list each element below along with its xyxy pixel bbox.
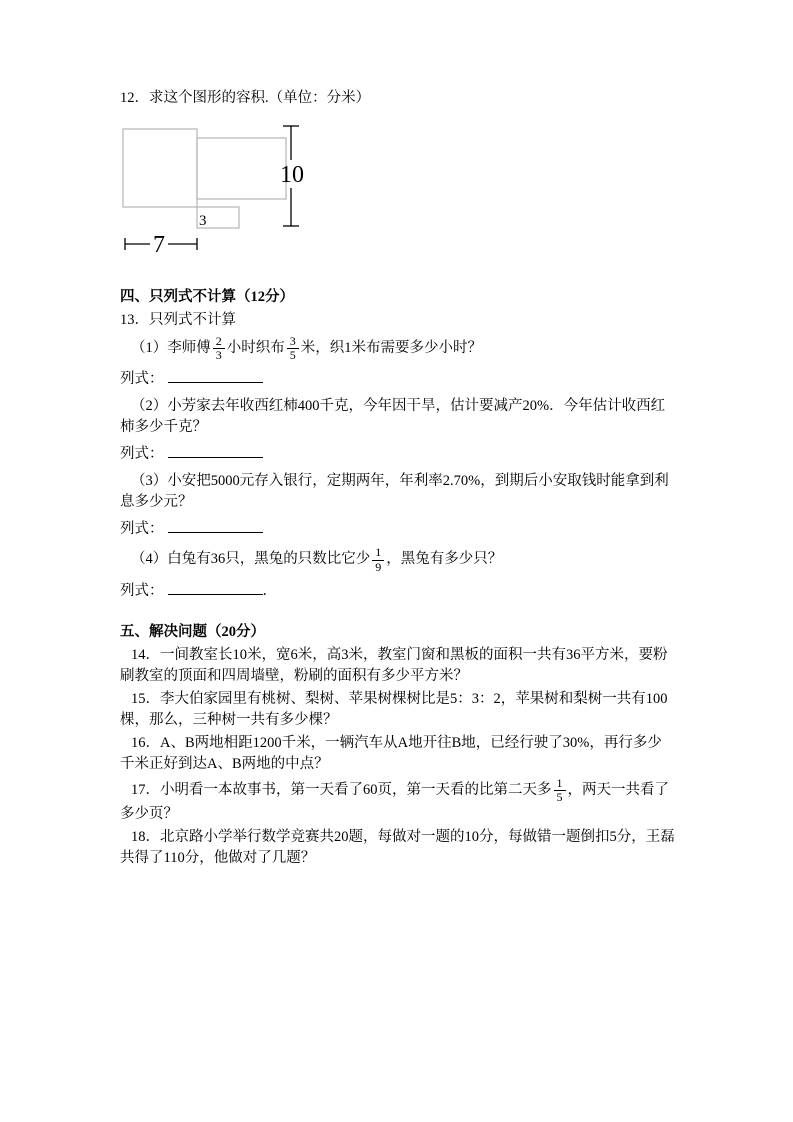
answer-blank bbox=[168, 369, 263, 383]
fraction-denominator: 5 bbox=[556, 789, 563, 804]
question-16 bbox=[120, 733, 675, 775]
lieshi-label: 列式： bbox=[120, 582, 164, 599]
fraction-numerator: 2 bbox=[213, 335, 225, 349]
fraction-numerator: 1 bbox=[554, 777, 566, 791]
question-13-item-4 bbox=[120, 546, 675, 573]
question-13-item-2 bbox=[120, 396, 675, 438]
question-14 bbox=[120, 645, 675, 687]
box-net-drawing bbox=[120, 117, 332, 265]
item-3-text: （3）小安把5000元存入银行，定期两年，年利率2.70%，到期后小安取钱时能拿到利息多少元？ bbox=[120, 473, 669, 511]
lieshi-line-2 bbox=[120, 444, 675, 465]
question-12-text: 12．求这个图形的容积.（单位：分米） bbox=[120, 90, 371, 106]
lieshi-line-4 bbox=[120, 581, 675, 602]
fraction-2-3 bbox=[213, 335, 225, 362]
answer-blank bbox=[168, 519, 263, 533]
question-18-text: 18．北京路小学举行数学竞赛共20题，每做对一题的10分，每做错一题倒扣5分，王磊共得了110分，他做对了几题？ bbox=[120, 829, 675, 867]
dimension-lines bbox=[125, 126, 299, 250]
fraction-denominator: 3 bbox=[215, 348, 222, 363]
question-16-text: 16．A、B两地相距1200千米，一辆汽车从A地开往B地，已经行驶了30%，再行多少千米正好到达A、B两地的中点？ bbox=[120, 734, 662, 772]
item-1-text-a: （1）李师傅 bbox=[131, 340, 211, 357]
fraction-numerator: 3 bbox=[287, 335, 299, 349]
dim-height-label: 10 bbox=[280, 162, 304, 188]
question-13-item-3 bbox=[120, 471, 675, 513]
lieshi-label: 列式： bbox=[120, 371, 164, 388]
dim-depth-label: 3 bbox=[199, 213, 207, 229]
question-15 bbox=[120, 689, 675, 731]
lieshi-label: 列式： bbox=[120, 521, 164, 538]
fraction-1-5 bbox=[554, 777, 566, 804]
item-2-text: （2）小芳家去年收西红柿400千克，今年因干旱，估计要减产20%．今年估计收西红柿多少千克？ bbox=[120, 398, 666, 436]
question-17-text-b: ，两天一共看了多少页？ bbox=[120, 781, 669, 823]
question-17 bbox=[120, 777, 675, 825]
lieshi-label: 列式： bbox=[120, 446, 164, 463]
question-17-text-a: 17．小明看一本故事书，第一天看了60页，第一天看的比第二天多 bbox=[131, 781, 552, 798]
answer-blank bbox=[168, 444, 263, 458]
question-15-text: 15．李大伯家园里有桃树、梨树、苹果树棵树比是5：3：2，苹果树和梨树一共有100棵，那么，三种树一共有多少棵？ bbox=[120, 690, 668, 728]
item-1-text-b: 小时织布 bbox=[226, 340, 285, 357]
section-4-title bbox=[120, 287, 675, 308]
fraction-denominator: 9 bbox=[375, 559, 382, 574]
question-14-text: 14．一间教室长10米，宽6米，高3米，教室门窗和黑板的面积一共有36平方米，要粉刷教室的顶面和四周墙壁，粉刷的面积有多少平方米？ bbox=[120, 646, 668, 684]
item-4-text-a: （4）白兔有36只，黑兔的只数比它少 bbox=[131, 551, 371, 568]
section-5-title-text: 五、解决问题（20分） bbox=[120, 623, 265, 640]
fraction-numerator: 1 bbox=[372, 546, 384, 560]
section-5-title bbox=[120, 622, 675, 643]
question-13-heading bbox=[120, 310, 675, 331]
geometry-figure bbox=[120, 117, 675, 265]
question-13-heading-text: 13．只列式不计算 bbox=[120, 312, 236, 328]
section-4-title-text: 四、只列式不计算（12分） bbox=[120, 289, 294, 305]
dim-width-label: 7 bbox=[153, 232, 165, 258]
lieshi-tail: ． bbox=[262, 582, 277, 599]
item-4-text-b: ，黑兔有多少只？ bbox=[386, 551, 503, 568]
question-18 bbox=[120, 827, 675, 869]
lieshi-line-3 bbox=[120, 519, 675, 540]
fraction-3-5 bbox=[287, 335, 299, 362]
answer-blank bbox=[168, 581, 263, 595]
question-13-item-1 bbox=[120, 335, 675, 362]
lieshi-line-1 bbox=[120, 369, 675, 390]
fraction-1-9 bbox=[372, 546, 384, 573]
item-1-text-c: 米，织1米布需要多少小时？ bbox=[300, 340, 482, 357]
fraction-denominator: 5 bbox=[289, 348, 296, 363]
question-12 bbox=[120, 88, 675, 109]
